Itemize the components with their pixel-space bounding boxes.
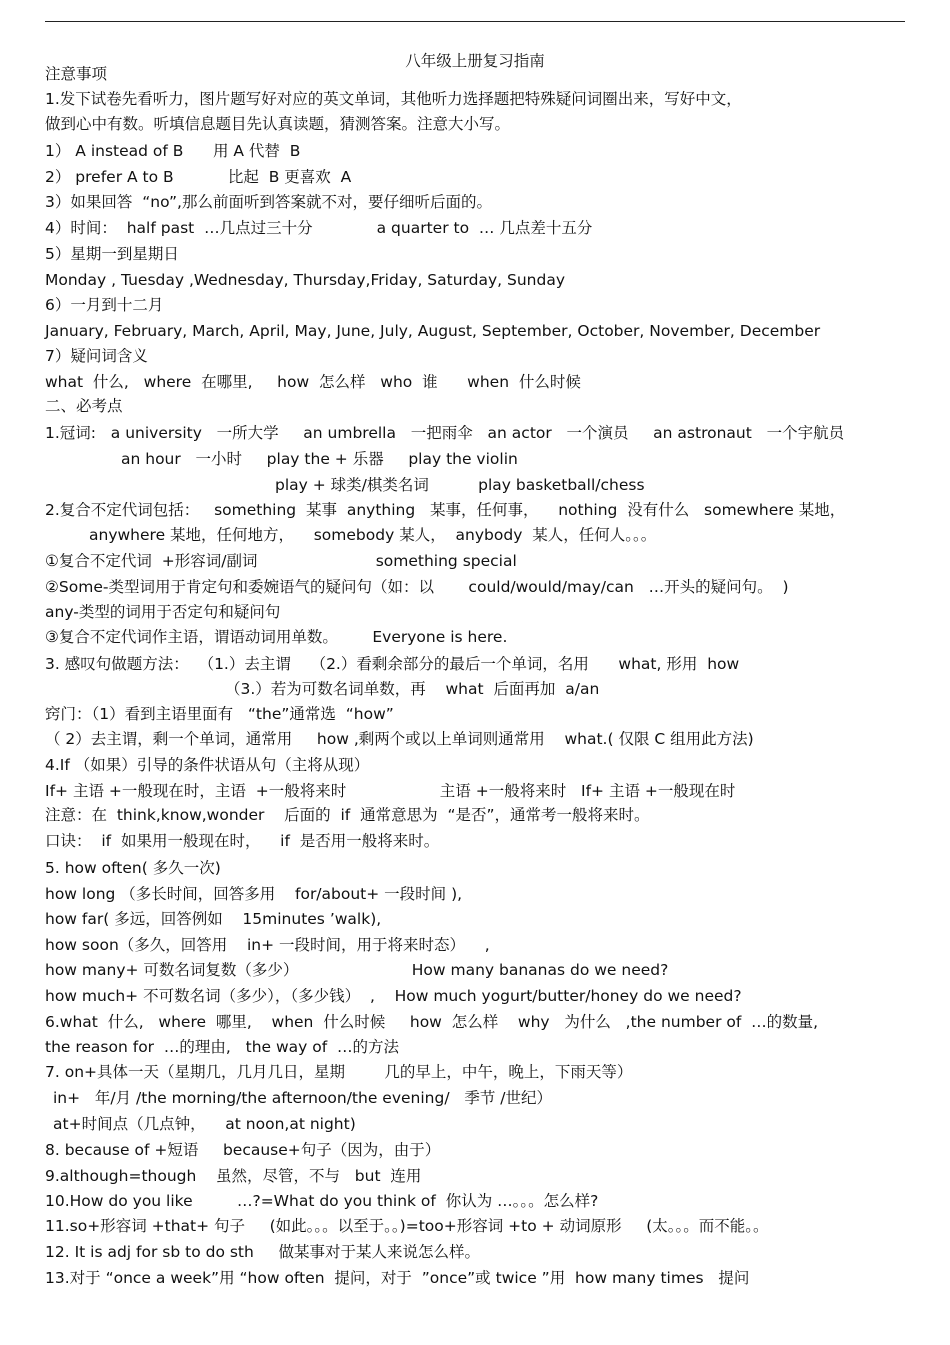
text-line: at+时间点（几点钟， at noon,at night) — [53, 1115, 356, 1133]
text-line: 3）如果回答 “no”,那么前面听到答案就不对，要仔细听后面的。 — [45, 193, 492, 211]
text-line: what 什么, where 在哪里, how 怎么样 who 谁 when 什么时候 — [45, 373, 581, 391]
text-line: （ 2）去主谓，剩一个单词，通常用 how ,剩两个或以上单词则通常用 what.( 仅限 C 组用此方法) — [45, 730, 754, 748]
text-line: 4）时间： half past …几点过三十分 a quarter to … 几点差十五分 — [45, 219, 593, 237]
text-line: 2） prefer A to B 比起 B 更喜欢 A — [45, 168, 352, 186]
text-line: 12. It is adj for sb to do sth 做某事对于某人来说怎么样。 — [45, 1243, 480, 1261]
text-line: （3.）若为可数名词单数，再 what 后面再加 a/an — [225, 680, 600, 698]
text-line: how long （多长时间，回答多用 for/about+ 一段时间 ), — [45, 885, 463, 903]
text-line: January, February, March, April, May, June, July, August, September, October, November, December — [45, 322, 821, 340]
text-line: 注意事项 — [45, 65, 108, 83]
text-line: 8. because of +短语 because+句子（因为，由于） — [45, 1141, 441, 1159]
text-line: play + 球类/棋类名词 play basketball/chess — [275, 476, 645, 494]
text-line: how much+ 不可数名词（多少），（多少钱） , How much yogurt/butter/honey do we need? — [45, 987, 742, 1005]
text-line: 1.发下试卷先看听力，图片题写好对应的英文单词，其他听力选择题把特殊疑问词圈出来，写好中文， — [45, 90, 742, 108]
text-line: ①复合不定代词 +形容词/副词 something special — [45, 552, 517, 570]
text-line: anywhere 某地，任何地方， somebody 某人， anybody 某人，任何人。。。 — [89, 526, 657, 544]
text-line: 4.If （如果）引导的条件状语从句（主将从现） — [45, 756, 370, 774]
text-line: 二、必考点 — [45, 397, 123, 415]
text-line: If+ 主语 +一般现在时，主语 +一般将来时 主语 +一般将来时 If+ 主语 +一般现在时 — [45, 782, 736, 800]
text-line: how soon（多久，回答用 in+ 一段时间，用于将来时态） , — [45, 936, 490, 954]
text-line: 5）星期一到星期日 — [45, 245, 179, 263]
text-line: 2.复合不定代词包括： something 某事 anything 某事，任何事， nothing 没有什么 somewhere 某地， — [45, 501, 846, 519]
header-rule — [45, 21, 905, 22]
text-line: 3. 感叹句做题方法： （1.）去主谓 （2.）看剩余部分的最后一个单词，名用 what, 形用 how — [45, 655, 740, 673]
text-line: 6.what 什么, where 哪里, when 什么时候 how 怎么样 why 为什么 ,the number of …的数量, — [45, 1013, 819, 1031]
text-line: 注意：在 think,know,wonder 后面的 if 通常意思为 “是否”，通常考一般将来时。 — [45, 806, 650, 824]
text-line: ③复合不定代词作主语，谓语动词用单数。 Everyone is here. — [45, 628, 508, 646]
text-line: 10.How do you like …?=What do you think of 你认为 …。。。怎么样? — [45, 1192, 599, 1210]
text-line: in+ 年/月 /the morning/the afternoon/the evening/ 季节 /世纪） — [53, 1089, 552, 1107]
text-line: any-类型的词用于否定句和疑问句 — [45, 603, 281, 621]
text-line: 口诀： if 如果用一般现在时， if 是否用一般将来时。 — [45, 832, 440, 850]
text-line: how many+ 可数名词复数（多少） How many bananas do we need? — [45, 961, 669, 979]
text-line: ②Some-类型词用于肯定句和委婉语气的疑问句（如：以 could/would/may/can …开头的疑问句。 ) — [45, 578, 789, 596]
text-line: Monday , Tuesday ,Wednesday, Thursday,Friday, Saturday, Sunday — [45, 271, 566, 289]
text-line: 13.对于 “once a week”用 “how often 提问，对于 ”once”或 twice ”用 how many times 提问 — [45, 1269, 750, 1287]
text-line: 1.冠词: a university 一所大学 an umbrella 一把雨伞 an actor 一个演员 an astronaut 一个宇航员 — [45, 424, 845, 442]
text-line: 9.although=though 虽然，尽管，不与 but 连用 — [45, 1167, 422, 1185]
text-line: 7. on+具体一天（星期几，几月几日，星期 几的早上，中午，晚上，下雨天等） — [45, 1063, 633, 1081]
text-line: the reason for …的理由, the way of …的方法 — [45, 1038, 400, 1056]
text-line: 6）一月到十二月 — [45, 296, 164, 314]
text-line: 1） A instead of B 用 A 代替 B — [45, 142, 301, 160]
text-line: 窍门：（1）看到主语里面有 “the”通常选 “how” — [45, 705, 394, 723]
text-line: how far( 多远，回答例如 15minutes ’walk), — [45, 910, 382, 928]
text-line: 5. how often( 多久一次) — [45, 859, 221, 877]
text-line: 做到心中有数。听填信息题目先认真读题，猜测答案。注意大小写。 — [45, 115, 511, 133]
page-title: 八年级上册复习指南 — [405, 52, 545, 70]
text-line: 7）疑问词含义 — [45, 347, 148, 365]
text-line: an hour 一小时 play the + 乐器 play the violin — [121, 450, 518, 468]
text-line: 11.so+形容词 +that+ 句子 (如此。。。以至于。。)=too+形容词 +to + 动词原形 (太。。。而不能。。 — [45, 1217, 769, 1235]
